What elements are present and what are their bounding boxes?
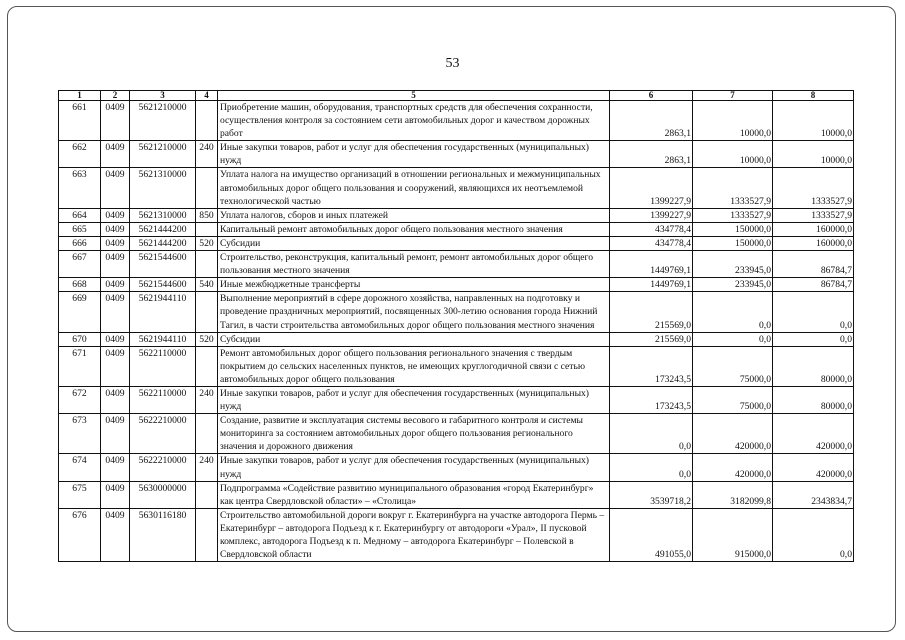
- value-col7: 420000,0: [693, 414, 773, 454]
- section-code: 0409: [101, 332, 130, 346]
- row-description: Иные закупки товаров, работ и услуг для обеспечения государственных (муниципальных) нужд: [218, 454, 610, 481]
- section-code: 0409: [101, 386, 130, 413]
- expense-type: 520: [196, 332, 218, 346]
- value-col6: 215569,0: [610, 332, 693, 346]
- value-col8: 0,0: [773, 508, 854, 561]
- row-description: Капитальный ремонт автомобильных дорог общего пользования местного значения: [218, 222, 610, 236]
- expense-type: [196, 481, 218, 508]
- value-col6: 434778,4: [610, 236, 693, 250]
- expense-type: 240: [196, 141, 218, 168]
- expense-type: 850: [196, 208, 218, 222]
- budget-table: [58, 90, 854, 562]
- value-col6: 1449769,1: [610, 278, 693, 292]
- table-row: [59, 481, 854, 508]
- expense-type: 240: [196, 386, 218, 413]
- target-code: 5622110000: [130, 386, 196, 413]
- section-code: 0409: [101, 251, 130, 278]
- row-description: Иные закупки товаров, работ и услуг для обеспечения государственных (муниципальных) нужд: [218, 386, 610, 413]
- row-number: 669: [59, 292, 101, 332]
- target-code: 5621544600: [130, 278, 196, 292]
- row-description: Приобретение машин, оборудования, транспортных средств для обеспечения сохранности, осуществления контроля за состоянием сети автомобильных дорог и качеством дорожных работ: [218, 101, 610, 141]
- section-code: 0409: [101, 414, 130, 454]
- value-col7: 1333527,9: [693, 208, 773, 222]
- target-code: 5622210000: [130, 454, 196, 481]
- section-code: 0409: [101, 278, 130, 292]
- row-number: 675: [59, 481, 101, 508]
- expense-type: [196, 222, 218, 236]
- value-col8: 2343834,7: [773, 481, 854, 508]
- target-code: 5621310000: [130, 168, 196, 208]
- row-number: 672: [59, 386, 101, 413]
- header-cell: 5: [218, 91, 610, 101]
- row-description: Субсидии: [218, 332, 610, 346]
- value-col8: 86784,7: [773, 278, 854, 292]
- value-col7: 0,0: [693, 292, 773, 332]
- row-number: 665: [59, 222, 101, 236]
- row-number: 661: [59, 101, 101, 141]
- table-row: [59, 251, 854, 278]
- header-cell: 2: [101, 91, 130, 101]
- expense-type: [196, 101, 218, 141]
- expense-type: 240: [196, 454, 218, 481]
- target-code: 5621944110: [130, 292, 196, 332]
- table-row: [59, 346, 854, 386]
- value-col6: 215569,0: [610, 292, 693, 332]
- value-col8: 10000,0: [773, 141, 854, 168]
- expense-type: 520: [196, 236, 218, 250]
- header-row: [59, 91, 854, 101]
- expense-type: [196, 414, 218, 454]
- value-col7: 1333527,9: [693, 168, 773, 208]
- value-col7: 233945,0: [693, 278, 773, 292]
- row-description: Подпрограмма «Содействие развитию муниципального образования «город Екатеринбург» как центра Свердловской области» – «Столица»: [218, 481, 610, 508]
- target-code: 5630116180: [130, 508, 196, 561]
- row-description: Уплата налога на имущество организаций в отношении региональных и межмуниципальных автомобильных дорог общего пользования и сооружений, являющихся их неотъемлемой технологической частью: [218, 168, 610, 208]
- table-row: [59, 414, 854, 454]
- table-row: [59, 508, 854, 561]
- row-description: Субсидии: [218, 236, 610, 250]
- value-col6: 1399227,9: [610, 168, 693, 208]
- section-code: 0409: [101, 208, 130, 222]
- value-col6: 1399227,9: [610, 208, 693, 222]
- value-col8: 80000,0: [773, 386, 854, 413]
- section-code: 0409: [101, 454, 130, 481]
- value-col6: 491055,0: [610, 508, 693, 561]
- table-row: [59, 141, 854, 168]
- section-code: 0409: [101, 141, 130, 168]
- header-cell: 1: [59, 91, 101, 101]
- value-col6: 173243,5: [610, 346, 693, 386]
- value-col8: 160000,0: [773, 236, 854, 250]
- value-col6: 434778,4: [610, 222, 693, 236]
- value-col6: 3539718,2: [610, 481, 693, 508]
- target-code: 5621310000: [130, 208, 196, 222]
- value-col7: 75000,0: [693, 386, 773, 413]
- header-cell: 4: [196, 91, 218, 101]
- row-description: Выполнение мероприятий в сфере дорожного хозяйства, направленных на подготовку и проведение праздничных мероприятий, посвященных 300-летию основания города Нижний Тагил, в части строительства автомобильных дорог общего пользования местного значения: [218, 292, 610, 332]
- table-row: [59, 278, 854, 292]
- value-col7: 10000,0: [693, 101, 773, 141]
- section-code: 0409: [101, 481, 130, 508]
- target-code: 5621210000: [130, 141, 196, 168]
- value-col8: 420000,0: [773, 414, 854, 454]
- row-description: Создание, развитие и эксплуатация системы весового и габаритного контроля и системы мониторинга за состоянием автомобильных дорог общего пользования регионального значения и дорожного движения: [218, 414, 610, 454]
- value-col8: 0,0: [773, 292, 854, 332]
- row-description: Строительство автомобильной дороги вокруг г. Екатеринбурга на участке автодорога Пермь – Екатеринбург – автодорога Подъезд к г. Екатеринбургу от автодороги «Урал», II пусковой комплекс, автодорога Подъезд к п. Медному – автодорога Екатеринбург – Полевской в Свердловской области: [218, 508, 610, 561]
- expense-type: [196, 168, 218, 208]
- row-number: 664: [59, 208, 101, 222]
- row-number: 670: [59, 332, 101, 346]
- target-code: 5621210000: [130, 101, 196, 141]
- row-number: 667: [59, 251, 101, 278]
- value-col6: 173243,5: [610, 386, 693, 413]
- row-number: 662: [59, 141, 101, 168]
- value-col8: 80000,0: [773, 346, 854, 386]
- row-description: Строительство, реконструкция, капитальный ремонт, ремонт автомобильных дорог общего пользования местного значения: [218, 251, 610, 278]
- target-code: 5622110000: [130, 346, 196, 386]
- expense-type: 540: [196, 278, 218, 292]
- value-col8: 420000,0: [773, 454, 854, 481]
- row-description: Иные закупки товаров, работ и услуг для обеспечения государственных (муниципальных) нужд: [218, 141, 610, 168]
- row-description: Ремонт автомобильных дорог общего пользования регионального значения с твердым покрытием до сельских населенных пунктов, не имеющих круглогодичной связи с сетью автомобильных дорог общего пользования: [218, 346, 610, 386]
- header-cell: 8: [773, 91, 854, 101]
- row-number: 673: [59, 414, 101, 454]
- expense-type: [196, 251, 218, 278]
- table-row: [59, 101, 854, 141]
- value-col7: 915000,0: [693, 508, 773, 561]
- target-code: 5630000000: [130, 481, 196, 508]
- target-code: 5621444200: [130, 222, 196, 236]
- row-number: 663: [59, 168, 101, 208]
- table-row: [59, 386, 854, 413]
- value-col6: 0,0: [610, 414, 693, 454]
- value-col6: 2863,1: [610, 101, 693, 141]
- header-cell: 3: [130, 91, 196, 101]
- target-code: 5622210000: [130, 414, 196, 454]
- value-col6: 0,0: [610, 454, 693, 481]
- row-number: 671: [59, 346, 101, 386]
- target-code: 5621444200: [130, 236, 196, 250]
- expense-type: [196, 346, 218, 386]
- value-col8: 10000,0: [773, 101, 854, 141]
- value-col8: 86784,7: [773, 251, 854, 278]
- target-code: 5621944110: [130, 332, 196, 346]
- value-col8: 0,0: [773, 332, 854, 346]
- value-col7: 0,0: [693, 332, 773, 346]
- section-code: 0409: [101, 508, 130, 561]
- value-col7: 10000,0: [693, 141, 773, 168]
- value-col7: 150000,0: [693, 222, 773, 236]
- row-description: Уплата налогов, сборов и иных платежей: [218, 208, 610, 222]
- section-code: 0409: [101, 292, 130, 332]
- value-col7: 75000,0: [693, 346, 773, 386]
- expense-type: [196, 508, 218, 561]
- value-col8: 1333527,9: [773, 208, 854, 222]
- table-row: [59, 332, 854, 346]
- table-row: [59, 168, 854, 208]
- value-col6: 2863,1: [610, 141, 693, 168]
- value-col6: 1449769,1: [610, 251, 693, 278]
- section-code: 0409: [101, 101, 130, 141]
- value-col7: 233945,0: [693, 251, 773, 278]
- expense-type: [196, 292, 218, 332]
- value-col7: 150000,0: [693, 236, 773, 250]
- section-code: 0409: [101, 236, 130, 250]
- row-number: 668: [59, 278, 101, 292]
- table-row: [59, 236, 854, 250]
- table-row: [59, 222, 854, 236]
- table-row: [59, 208, 854, 222]
- section-code: 0409: [101, 346, 130, 386]
- row-description: Иные межбюджетные трансферты: [218, 278, 610, 292]
- table-row: [59, 292, 854, 332]
- row-number: 666: [59, 236, 101, 250]
- row-number: 674: [59, 454, 101, 481]
- header-cell: 6: [610, 91, 693, 101]
- section-code: 0409: [101, 222, 130, 236]
- table-row: [59, 454, 854, 481]
- target-code: 5621544600: [130, 251, 196, 278]
- page-number: 53: [445, 56, 460, 71]
- row-number: 676: [59, 508, 101, 561]
- value-col7: 420000,0: [693, 454, 773, 481]
- section-code: 0409: [101, 168, 130, 208]
- value-col8: 1333527,9: [773, 168, 854, 208]
- value-col8: 160000,0: [773, 222, 854, 236]
- header-cell: 7: [693, 91, 773, 101]
- value-col7: 3182099,8: [693, 481, 773, 508]
